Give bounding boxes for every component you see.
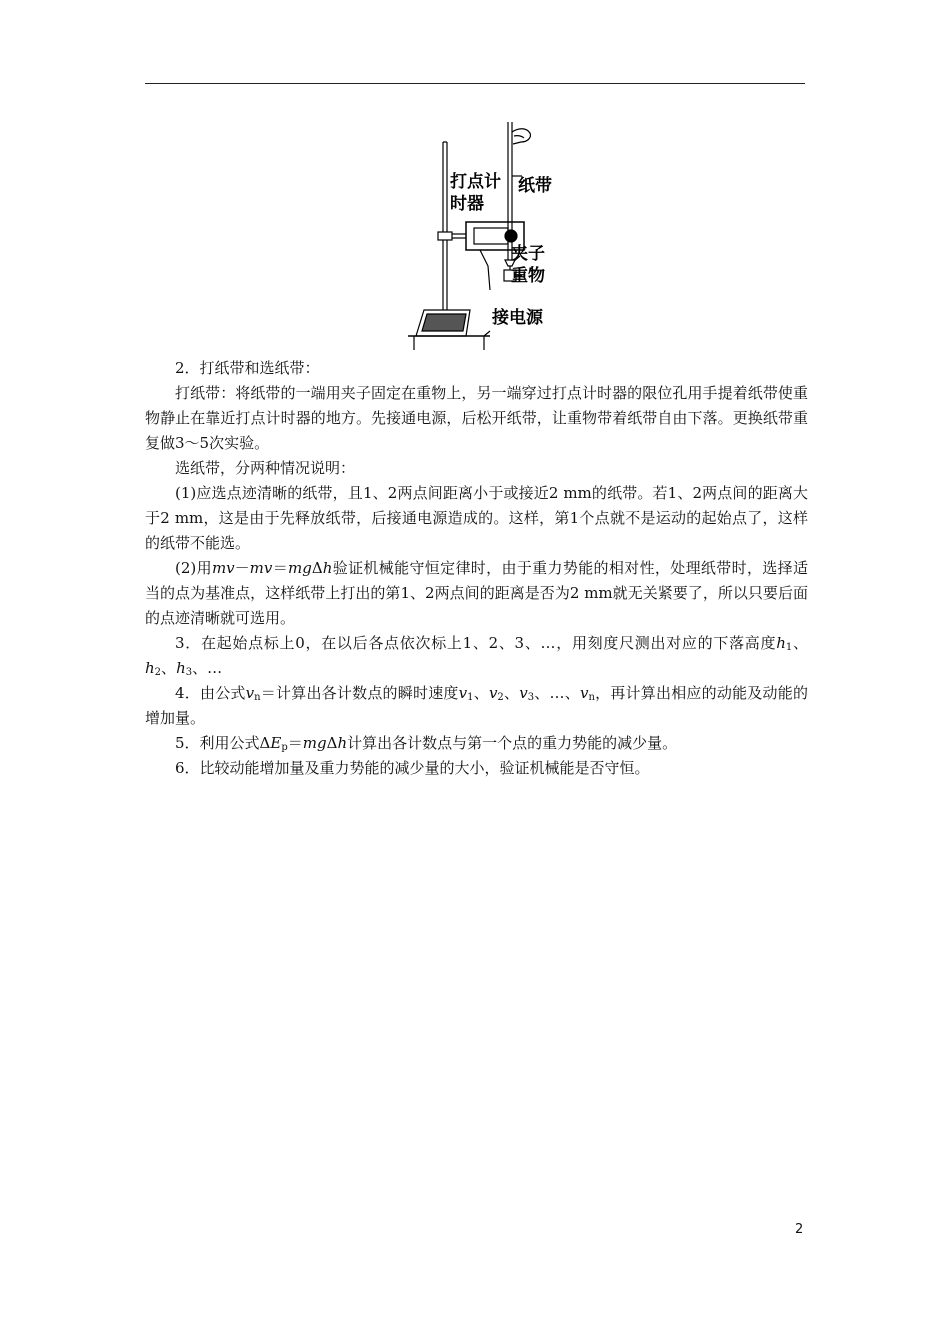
subscript: n <box>254 692 261 703</box>
text: (2)用 <box>175 559 212 577</box>
subscript: p <box>281 742 288 753</box>
label-clip: 夹子 <box>511 244 545 264</box>
paragraph-case-1: (1)应选点迹清晰的纸带，且1、2两点间距离小于或接近2 mm的纸带。若1、2两点间的距离大于2 mm，这是由于先释放纸带，后接通电源造成的。这样，第1个点就不是运动的起始点了，这样的纸带不能选。 <box>145 484 808 552</box>
section-2-heading: 2．打纸带和选纸带： <box>175 359 320 377</box>
subscript: 3 <box>185 667 193 678</box>
label-tape: 纸带 <box>518 176 552 196</box>
text: 5．利用公式Δ <box>175 734 271 752</box>
text: 、 <box>473 684 489 702</box>
formula-var: v <box>579 684 589 702</box>
experiment-apparatus-figure <box>408 118 550 350</box>
text: 、 <box>161 659 177 677</box>
formula-var: v <box>245 684 255 702</box>
paragraph-tape-selection: 选纸带，分两种情况说明： <box>175 459 356 477</box>
text: Δ <box>326 734 338 752</box>
text: ＝ <box>272 559 289 577</box>
subscript: 3 <box>527 692 535 703</box>
page-number: 2 <box>795 1222 804 1237</box>
formula-var: h <box>145 659 155 677</box>
subscript: n <box>588 692 595 703</box>
text: 、…、 <box>534 684 580 702</box>
text: 计算出各计数点与第一个点的重力势能的减少量。 <box>347 734 678 752</box>
subscript: 1 <box>785 642 793 653</box>
subscript: 1 <box>467 692 474 703</box>
formula-var: mg <box>288 559 312 577</box>
step-3 <box>145 631 808 681</box>
label-weight: 重物 <box>511 266 545 286</box>
text: 、 <box>792 634 808 652</box>
subscript: 2 <box>154 667 162 678</box>
formula-var: h <box>176 659 186 677</box>
formula-var: v <box>519 684 528 702</box>
text: 、 <box>503 684 520 702</box>
formula-var: h <box>322 559 333 577</box>
step-4 <box>145 681 808 731</box>
formula-var: mv <box>249 559 273 577</box>
text: 、… <box>192 659 223 677</box>
text: ＝计算出各计数点的瞬时速度 <box>260 684 459 702</box>
paragraph-tape-printing: 打纸带：将纸带的一端用夹子固定在重物上，另一端穿过打点计时器的限位孔用手提着纸带使重物静止在靠近打点计时器的地方。先接通电源，后松开纸带，让重物带着纸带自由下落。更换纸带重复做3～5次实验。 <box>145 384 808 452</box>
formula-var: v <box>488 684 498 702</box>
text: 验证机械能守恒定律时，由于重力势能的相对性，处理纸带时，选择适当的点为基准点，这样纸带上打出的第1、2两点间的距离是否为2 mm就无关紧要了，所以只要后面的点迹清晰就可选用。 <box>145 559 808 627</box>
formula-var: mg <box>302 734 327 752</box>
body-text <box>145 356 808 781</box>
formula-var: v <box>458 684 468 702</box>
text: 3．在起始点标上0，在以后各点依次标上1、2、3、…，用刻度尺测出对应的下落高度 <box>175 634 777 652</box>
subscript: 2 <box>497 692 504 703</box>
text: 4．由公式 <box>175 684 246 702</box>
text: ＝ <box>287 734 303 752</box>
formula-var: h <box>776 634 786 652</box>
formula-var: h <box>337 734 348 752</box>
formula-var: mv <box>211 559 235 577</box>
step-5 <box>145 731 808 756</box>
header-rule <box>145 83 805 84</box>
formula-var: E <box>270 734 282 752</box>
label-timer-line1: 打点计 <box>450 172 501 192</box>
text: ，再计算出相应的动能及动能的增加量。 <box>145 684 808 727</box>
label-timer-line2: 时器 <box>450 194 484 214</box>
text: － <box>234 559 250 577</box>
paragraph-case-2 <box>145 556 808 631</box>
text: Δ <box>311 559 323 577</box>
label-power: 接电源 <box>492 308 543 328</box>
step-6: 6．比较动能增加量及重力势能的减少量的大小，验证机械能是否守恒。 <box>175 759 650 777</box>
